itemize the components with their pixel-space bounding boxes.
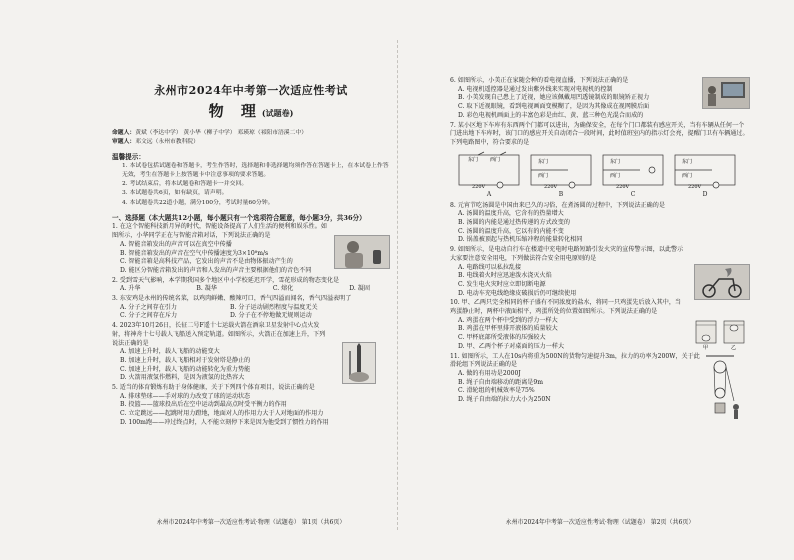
question-10-option: A. 鸡蛋在两个杯中受到的浮力一样大: [458, 316, 558, 324]
question-11-option: D. 绳子自由端的拉力大小为250N: [458, 396, 551, 404]
page-divider: [397, 40, 398, 530]
question-9: [450, 246, 750, 298]
question-4-option: B. 加速上升时，载人飞船相对于发射塔是静止的: [120, 356, 251, 364]
question-1: [112, 223, 390, 275]
question-11: [450, 353, 750, 405]
question-6-option: B. 小美发现自己患上了近视，她应该佩戴用凹透镜制成的眼镜矫正视力: [458, 94, 650, 102]
circuit-c-diagram: [600, 151, 666, 191]
voltage-label: 220V: [616, 183, 630, 190]
question-1-option: B. 智能音箱发出的声音在空气中传播速度为3×10⁸m/s: [120, 249, 269, 257]
left-page: [112, 58, 390, 528]
notice-list: [112, 162, 390, 208]
question-8-stem: 8. 元宵节吃汤圆是中国由来已久的习俗，在煮汤圆的过程中，下列说法正确的是: [450, 201, 665, 209]
question-4: [112, 322, 390, 383]
question-3: [112, 295, 390, 321]
question-10-option: C. 甲杯底部所受液体的压强较大: [458, 334, 546, 342]
circuit-a-label: A: [486, 190, 492, 198]
west-gate-label: 西门: [538, 172, 549, 179]
subject-title: [112, 101, 390, 123]
exam-title: 永州市2024年中考第一次适应性考试: [154, 84, 348, 97]
right-page: [450, 76, 750, 528]
circuit-c: [600, 151, 666, 201]
question-6-option: C. 取下近视眼镜，看到电视画面变模糊了，是因为其像成在视网膜后面: [458, 103, 650, 111]
circuit-d: [672, 151, 738, 201]
east-gate-label: 东门: [538, 158, 549, 165]
question-4-option: D. 火箭用液氢作燃料，是因为液氢的比热容大: [120, 374, 245, 382]
circuit-b-diagram: [528, 151, 594, 191]
question-2-option: B. 凝华: [196, 285, 217, 293]
question-2-option: C. 熔化: [272, 285, 294, 293]
east-gate-label: 东门: [468, 156, 479, 163]
egg-cups-figure: [692, 317, 750, 351]
circuit-b: [528, 151, 594, 201]
question-5-option: B. 投篮——篮球投出后在空中运动到最高点时受平衡力的作用: [120, 401, 287, 409]
notice-title: 温馨提示：: [112, 153, 145, 161]
circuit-options: [456, 151, 750, 201]
question-11-option: C. 滑轮组的机械效率是75%: [458, 387, 535, 395]
reviewer-line: [112, 138, 390, 147]
question-8-option: A. 汤圆的温度升高，它含有的热量增大: [458, 210, 564, 218]
subject-suffix: (试题卷): [261, 108, 294, 118]
circuit-d-diagram: [672, 151, 738, 191]
question-5-option: A. 排球垫球——手对球的力改变了球的运动状态: [120, 392, 251, 400]
question-2-option: A. 升华: [120, 285, 141, 293]
rocket-photo: [342, 342, 376, 384]
question-1-option: A. 智能音箱发出的声音可以在真空中传播: [120, 240, 232, 248]
west-gate-label: 西门: [682, 172, 693, 179]
question-10-stem: 10. 甲、乙两只完全相同的杯子盛有不同浓度的盐水，将同一只鸡蛋先后放入其中，当鸡蛋静止时，两杯中液面相平，鸡蛋所处的位置如图所示。下列说法正确的是: [450, 299, 682, 316]
egg-cups-diagram: [692, 317, 750, 351]
voltage-label: 220V: [688, 183, 702, 190]
notice-item: 1. 本试卷包括试题卷和答题卡，考生作答时，选择题和非选择题均须作答在答题卡上，在本试卷上作答无效，考生在答题卡上按答题卡中注意事项的要求答题。: [122, 162, 389, 178]
circuit-d-label: D: [702, 190, 708, 198]
question-6-stem: 6. 如图所示，小美正在家随会种的看电视直播，下列说法正确的是: [450, 77, 629, 84]
right-footer: 永州市2024年中考第一次适应性考试·物理（试题卷） 第2页（共6页）: [505, 519, 695, 527]
question-6: [450, 77, 750, 121]
question-4-stem: 4. 2023年10月26日，长征二号F遥十七运载火箭在酒泉卫星发射中心点火发射，将神舟十七号载人飞船送入预定轨道。如图所示，火箭正在加速上升，下列说法正确的是: [112, 322, 326, 347]
smart-speaker-photo: [334, 235, 390, 269]
reviewer: 邓文远（永州市教科院）: [135, 139, 199, 145]
question-2: [112, 277, 390, 294]
question-9-option: D. 电动车充电线绝缘皮破损后仍可继续使用: [458, 289, 577, 297]
section-1-heading: 一、选择题（本大题共12小题，每小题只有一个选项符合题意，每小题3分，共36分）: [112, 213, 366, 222]
tv-watching-photo: [702, 77, 750, 109]
question-3-option: D. 分子在不停地做无规则运动: [230, 312, 312, 320]
question-5: [112, 384, 390, 428]
question-10-option: D. 甲、乙两个杯子对桌面的压力一样大: [458, 342, 565, 350]
question-5-option: D. 100m跑——冲过终点时，人不能立刻停下来是因为他受到了惯性力的作用: [120, 418, 329, 426]
question-7: [450, 122, 750, 201]
reviewer-label: 审题人：: [112, 139, 136, 145]
question-9-option: C. 发生电火灾时应立即切断电源: [458, 280, 546, 288]
question-5-option: C. 立定跳远——起跳时用力蹬地，地面对人的作用力大于人对地面的作用力: [120, 410, 324, 418]
voltage-label: 220V: [472, 183, 486, 190]
question-8-option: B. 汤圆的内能是通过热传递的方式改变的: [458, 219, 570, 227]
cup-label-yi: 乙: [731, 345, 737, 352]
notice-item: 4. 本试题卷共22道小题，满分100分，考试时量60分钟。: [122, 199, 274, 206]
authors-label: 命题人：: [112, 130, 136, 136]
electric-bike-icon: [695, 265, 749, 299]
question-9-option: A. 电路线可以私拉乱接: [458, 263, 522, 271]
pulley-figure: [704, 353, 744, 421]
question-8-option: D. 锅盖被顶起与热机压缩冲程的能量转化相同: [458, 236, 583, 244]
question-6-option: A. 电视机遥控器是通过发出紫外线来实现对电视机的控制: [458, 85, 613, 93]
question-9-stem: 9. 如图所示，是电动自行车在楼道中充电时电路短路引发火灾的宣传警示图，以此警示大家要注意安全用电，下列做法符合安全用电原则的是: [450, 246, 684, 262]
question-3-stem: 3. 东安鸡是永州的传统名菜，以鸡肉鲜嫩、酸辣可口，香气四溢而闻名，香气四溢表明了: [112, 295, 352, 303]
west-gate-label: 西门: [610, 172, 621, 179]
subject-name: 物 理: [208, 102, 262, 120]
authors: 黄斌（李达中学） 黄小华（柳子中学） 邓瑛琼（祁阳市浯溪二中）: [135, 130, 307, 136]
question-4-option: C. 加速上升时，载人飞船的动能转化为重力势能: [120, 365, 251, 373]
circuit-c-label: C: [630, 190, 636, 198]
question-8-option: C. 汤圆的温度升高，它以有的内能不变: [458, 227, 564, 235]
question-1-option: C. 智能音箱是高科技产品，它发出的声音不是由物体振动产生的: [120, 258, 293, 266]
authors-line: [112, 129, 390, 138]
question-6-option: D. 彩色电视机画面上的丰富色彩是由红、黄、蓝三种色光混合而成的: [458, 111, 644, 119]
question-2-option: D. 凝固: [349, 285, 370, 293]
question-10-option: B. 鸡蛋在甲杯里排开液体的质量较大: [458, 325, 558, 333]
question-10: [450, 299, 750, 351]
rocket-launch-icon: [343, 343, 375, 383]
question-4-option: A. 加速上升时，载人飞船的动能变大: [120, 348, 220, 356]
question-3-option: C. 分子之间存在斥力: [120, 312, 178, 320]
question-3-option: A. 分子之间存在引力: [120, 303, 178, 311]
question-9-option: B. 电线着火时应迅速泼水浇灭火焰: [458, 272, 552, 280]
voltage-label: 220V: [544, 183, 558, 190]
left-footer: 永州市2024年中考第一次适应性考试·物理（试题卷） 第1页（共6页）: [156, 519, 346, 527]
circuit-a: [456, 151, 522, 201]
notice-item: 2. 考试结束后，将本试题卷和答题卡一并交回。: [122, 181, 248, 188]
question-5-stem: 5. 适当的体育锻炼有助于身体健康，关于下列四个体育项目，说法正确的是: [112, 384, 315, 392]
east-gate-label: 东门: [610, 158, 621, 165]
question-11-stem: 11. 如图所示，工人在10s内将重为500N的货物匀速提升3m，拉力的功率为200W，关于此滑轮组下列说法正确的是: [450, 352, 700, 369]
question-11-option: B. 绳子自由端移动的距离是9m: [458, 378, 544, 386]
question-3-options-row2: [112, 312, 390, 321]
question-11-option: A. 做的有用功是2000J: [458, 369, 521, 377]
question-8: [450, 202, 750, 246]
question-1-stem: 1. 在这个智能科技新月异的时代，智能设备提高了人们生活的便利和娱乐性。如图所示，小华同学正在与智能音箱对话，下列说法正确的是: [112, 223, 327, 240]
question-2-options: [112, 285, 390, 294]
pulley-diagram: [704, 353, 744, 421]
circuit-a-diagram: [456, 151, 522, 191]
child-with-speaker-icon: [335, 236, 389, 268]
question-1-option: D. 能区分智能音箱发出的声音和人发出的声音主要根据他们的音色不同: [120, 266, 312, 274]
question-3-option: B. 分子运动剧烈程度与温度无关: [230, 303, 318, 311]
cup-label-jia: 甲: [703, 345, 709, 352]
west-gate-label: 西门: [490, 156, 501, 163]
circuit-b-label: B: [558, 190, 564, 198]
e-bike-fire-photo: [694, 264, 750, 300]
question-2-stem: 2. 受到雪天气影响，本学期我国多个地区中小学校延迟开学，雪花形成的物态变化是: [112, 276, 340, 284]
question-7-stem: 7. 某小区地下车库有东西两个门都可以进出，为确保安全，在每个门口都装有感应开关，当有车辆从任何一个门进出地下车库时，该门口的感应开关自动闭合一段时间，此时值班室内的指示灯会亮，提醒门卫有车辆通过。下列电路图中，符合要求的是: [450, 121, 749, 146]
television-icon: [703, 78, 749, 108]
east-gate-label: 东门: [682, 158, 693, 165]
notice-item: 3. 本试题卷共6页，如有缺页，请声明。: [122, 190, 228, 197]
